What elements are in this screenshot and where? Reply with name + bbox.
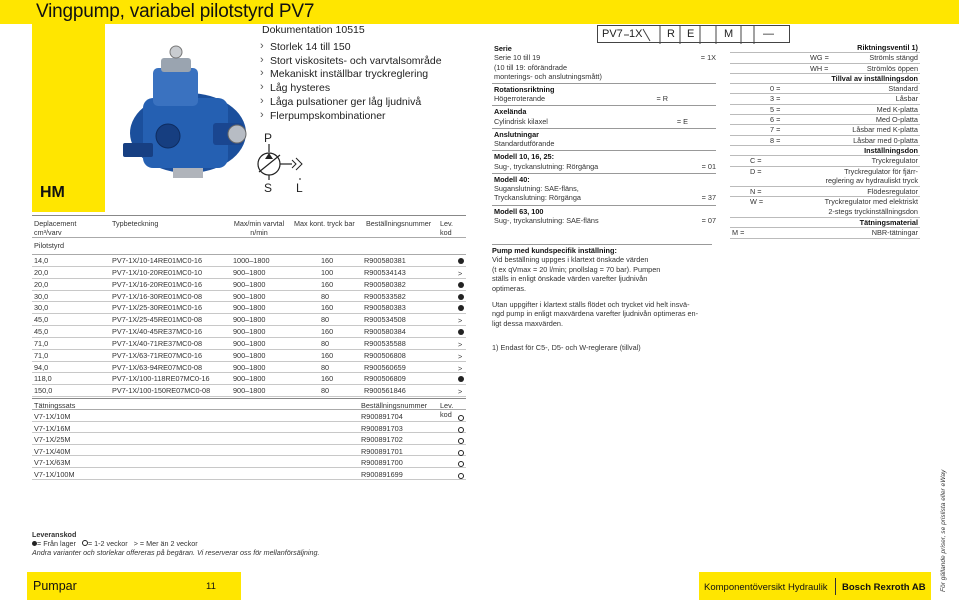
header-pressure: Max kont. tryck bar	[294, 219, 355, 228]
spec-value: = 07	[701, 215, 716, 225]
category-text: HM	[40, 184, 65, 201]
table-row	[32, 279, 466, 291]
note-text: Utan uppgifter i klartext ställs flödet och trycket vid helt insvä-	[492, 300, 690, 309]
spec-text: Serie 10 till 19	[494, 53, 541, 63]
spec-heading: Serie	[494, 44, 512, 53]
spec-value: = E	[676, 116, 688, 126]
header-seal: Tätningssats	[34, 401, 76, 410]
option-key: D =	[750, 166, 762, 176]
cell-type: PV7-1X/25-45RE01MC0-08	[112, 315, 203, 325]
cell-order: R900580382	[364, 279, 406, 289]
cell-speed: 900–1800	[233, 386, 266, 396]
option-row	[730, 136, 920, 146]
cell-speed: 900–1800	[233, 315, 266, 325]
option-key: 6 =	[770, 115, 781, 125]
table-row	[32, 422, 466, 434]
header-delivery: Lev. kod	[440, 401, 454, 419]
option-value: Strömls stängd	[869, 53, 918, 63]
cell-pressure: 160	[321, 327, 334, 337]
pump-custom-note	[492, 244, 712, 293]
spec-heading: Modell 40:	[494, 174, 530, 184]
note-text: (t ex qVmax = 20 l/min; pnollslag = 70 bar). Pumpen	[492, 264, 661, 274]
in-stock-dot-icon	[458, 376, 464, 382]
cell-order: R900506808	[364, 350, 406, 360]
option-value-line: Tryckregulator för fjärr-	[844, 166, 918, 176]
header-delivery: Lev. kod	[440, 219, 454, 237]
option-value: Med K-platta	[876, 104, 918, 114]
delivery-legend	[32, 530, 320, 557]
option-row	[730, 84, 920, 94]
option-row	[730, 167, 920, 188]
cell-speed: 900–1800	[233, 338, 266, 348]
code-shaft: E	[687, 28, 695, 40]
section-label: Pilotstyrd	[32, 237, 466, 255]
cell-type: PV7-1X/10-14RE01MC0-16	[112, 256, 203, 265]
spec-heading: Modell 63, 100	[494, 206, 544, 216]
legend-stock: = Från lager	[37, 539, 76, 548]
spec-value: = 1X	[700, 53, 716, 63]
cell-order: R900891704	[361, 412, 403, 421]
code-pv7: PV7	[602, 28, 623, 40]
cell-pressure: 160	[321, 303, 334, 313]
header-order: Beställningsnummer	[366, 219, 432, 228]
one-two-weeks-ring-icon	[458, 450, 464, 456]
table-row	[32, 302, 466, 314]
code-dividers	[598, 26, 791, 44]
spec-value: = 37	[701, 193, 716, 203]
spec-heading: Anslutningar	[494, 129, 539, 139]
cell-speed: 900–1800	[233, 362, 266, 372]
spec-note: monterings- och anslutningsmått)	[494, 71, 602, 81]
spec-shaft	[492, 105, 716, 128]
note-heading: Pump med kundspecifik inställning:	[492, 246, 617, 255]
spec-serie	[492, 43, 716, 83]
spec-heading: Rotationsriktning	[494, 84, 555, 94]
table-row	[32, 456, 466, 468]
code-rotation: R	[667, 28, 675, 40]
option-key: W =	[750, 197, 764, 207]
option-value-line: Tryckregulator med elektriskt	[824, 197, 918, 207]
footer-divider	[835, 578, 836, 595]
footer-section: Pumpar	[33, 579, 77, 593]
cell-seal: V7-1X/40M	[34, 446, 71, 456]
option-value-line: reglering av hydrauliskt tryck	[825, 175, 918, 185]
spec-row	[494, 193, 716, 202]
option-row	[730, 197, 920, 218]
table-header	[32, 215, 466, 237]
cell-displacement: 30,0	[34, 303, 49, 313]
option-value: Tryckregulator	[871, 156, 918, 166]
option-value: Standard	[888, 84, 918, 94]
cell-type: PV7-1X/40-45RE37MC0-16	[112, 327, 203, 337]
option-heading: Riktningsventil 1)	[730, 43, 920, 53]
cell-type: PV7-1X/25-30RE01MC0-16	[112, 303, 203, 313]
cell-displacement: 14,0	[34, 256, 49, 265]
cell-displacement: 20,0	[34, 267, 49, 277]
feature-list	[258, 41, 442, 123]
feature-item: › Flerpumpskombinationer	[258, 110, 442, 124]
option-key: N =	[750, 187, 762, 197]
one-two-weeks-ring-icon	[458, 415, 464, 421]
option-heading: Tätningsmaterial	[730, 218, 920, 228]
note-text: ligt dessa maxvärden.	[492, 318, 563, 328]
side-note	[940, 422, 950, 592]
page-number: 11	[206, 581, 216, 592]
feature-item: › Stort viskositets- och varvtalsområde	[258, 55, 442, 69]
cell-seal: V7-1X/10M	[34, 412, 71, 421]
option-key: WG =	[810, 53, 829, 63]
page-footer	[0, 572, 959, 600]
header-text: Max/min varvtal	[233, 219, 285, 228]
option-value-line: 2-stegs tryckinställningsdon	[828, 206, 918, 216]
cell-order: R900891702	[361, 435, 403, 445]
cell-pressure: 160	[321, 279, 334, 289]
cell-speed: 900–1800	[233, 291, 266, 301]
cell-speed: 900–1800	[233, 267, 266, 277]
note-text: Vid beställning uppges i klartext önskade värden	[492, 255, 649, 265]
cell-pressure: 80	[321, 338, 330, 348]
one-two-weeks-ring-icon	[458, 427, 464, 433]
in-stock-dot-icon	[458, 282, 464, 288]
table-row	[32, 314, 466, 326]
table-row	[32, 291, 466, 303]
table-row	[32, 350, 466, 362]
in-stock-dot-icon	[458, 329, 464, 335]
option-heading: Tillval av inställningsdon	[730, 74, 920, 84]
cell-type: PV7-1X/100-150RE07MC0-08	[112, 386, 211, 396]
cell-seal: V7-1X/25M	[34, 435, 71, 445]
option-row	[730, 94, 920, 104]
cell-seal: V7-1X/100M	[34, 469, 75, 479]
cell-order: R900561846	[364, 386, 406, 396]
footer-company: Bosch Rexroth AB	[842, 582, 926, 593]
pump-default-note	[492, 300, 712, 328]
cell-displacement: 45,0	[34, 315, 49, 325]
cell-order: R900560659	[364, 362, 406, 372]
symbol-l: L	[296, 181, 303, 195]
documentation-label: Dokumentation 10515	[262, 24, 365, 36]
cell-pressure: 160	[321, 256, 334, 265]
option-key: 0 =	[770, 84, 781, 94]
spec-row	[494, 94, 716, 103]
cell-displacement: 45,0	[34, 327, 49, 337]
spec-text: Standardutförande	[494, 139, 555, 149]
option-row	[730, 105, 920, 115]
spec-text: Tryckanslutning: Rörgänga	[494, 193, 581, 203]
seal-rows	[32, 410, 466, 480]
symbol-s: S	[264, 181, 273, 195]
code-series: 1X	[629, 28, 643, 40]
footer-catalog: Komponentöversikt Hydraulik	[704, 582, 828, 593]
option-row	[730, 115, 920, 125]
cell-displacement: 71,0	[34, 338, 49, 348]
cell-order: R900534143	[364, 267, 406, 277]
option-row	[730, 156, 920, 166]
delivery-code-text: >	[458, 351, 463, 361]
option-key: 7 =	[770, 125, 781, 135]
cell-order: R900535588	[364, 338, 406, 348]
option-key: 5 =	[770, 104, 781, 114]
note-text: optimeras.	[492, 283, 527, 293]
table-row	[32, 445, 466, 457]
header-speed	[228, 219, 290, 237]
header-order: Beställningsnummer	[361, 401, 428, 410]
note-text: ngd pump in enligt maxvärdena varefter ljudnivån optimeras en-	[492, 309, 699, 319]
in-stock-dot-icon	[458, 258, 464, 264]
cell-pressure: 80	[321, 291, 330, 301]
cell-order: R900534508	[364, 315, 406, 325]
option-row	[730, 187, 920, 197]
spec-row	[494, 117, 716, 126]
spec-note: (10 till 19: oförändrade	[494, 62, 568, 72]
legend-title: Leveranskod	[32, 530, 77, 539]
options-column	[730, 43, 920, 239]
option-value: Flödesregulator	[867, 187, 918, 197]
option-value: Låsbar	[895, 94, 918, 104]
delivery-code-text: >	[458, 268, 463, 278]
order-code	[597, 25, 790, 43]
option-row	[730, 53, 920, 63]
option-key: 8 =	[770, 135, 781, 145]
cell-pressure: 80	[321, 362, 330, 372]
legend-items	[32, 539, 320, 548]
spec-rotation	[492, 83, 716, 106]
cell-pressure: 160	[321, 350, 334, 360]
cell-speed: 900–1800	[233, 350, 266, 360]
cell-displacement: 71,0	[34, 350, 49, 360]
delivery-code-text: >	[458, 363, 463, 373]
spec-row	[494, 53, 716, 62]
page-title: Vingpump, variabel pilotstyrd PV7	[36, 1, 315, 22]
cell-displacement: 30,0	[34, 291, 49, 301]
option-heading: Inställningsdon	[730, 146, 920, 156]
cell-speed: 900–1800	[233, 279, 266, 289]
cell-seal: V7-1X/16M	[34, 423, 71, 433]
spec-heading: Axelända	[494, 107, 527, 117]
cell-seal: V7-1X/63M	[34, 458, 71, 468]
legend-weeks: = 1-2 veckor	[87, 539, 128, 548]
cell-order: R900891700	[361, 458, 403, 468]
code-seal: M	[724, 28, 734, 40]
table-row	[32, 410, 466, 422]
spec-text: Sug-, tryckanslutning: Rörgänga	[494, 161, 599, 171]
category-label	[32, 24, 105, 212]
cell-pressure: 80	[321, 315, 330, 325]
option-value: Låsbar med 0-platta	[853, 135, 918, 145]
cell-speed: 900–1800	[233, 327, 266, 337]
spec-value: = 01	[701, 161, 716, 171]
option-key: C =	[750, 156, 762, 166]
option-row	[730, 64, 920, 74]
cell-order: R900580381	[364, 256, 406, 265]
cell-pressure: 80	[321, 386, 330, 396]
cell-order: R900891703	[361, 423, 403, 433]
option-value: Låsbar med K-platta	[852, 125, 918, 135]
cell-order: R900533582	[364, 291, 406, 301]
feature-item: › Mekaniskt inställbar tryckreglering	[258, 68, 442, 82]
delivery-code-text: >	[458, 339, 463, 349]
cell-displacement: 20,0	[34, 279, 49, 289]
table-row	[32, 267, 466, 279]
cell-order: R900506809	[364, 374, 406, 384]
spec-text: Cylindrisk kilaxel	[494, 116, 548, 126]
footer-left	[27, 572, 241, 600]
pump-rows	[32, 255, 466, 397]
cell-type: PV7-1X/40-71RE37MC0-08	[112, 338, 203, 348]
cell-order: R900580383	[364, 303, 406, 313]
option-key: 3 =	[770, 94, 781, 104]
pump-table	[32, 215, 466, 397]
header-unit: cm³/varv	[34, 228, 62, 237]
option-value: Med O-platta	[875, 115, 918, 125]
spec-text: Högerroterande	[494, 94, 546, 104]
one-two-weeks-ring-icon	[458, 438, 464, 444]
cell-displacement: 94,0	[34, 362, 49, 372]
header-text: Deplacement	[34, 219, 77, 228]
legend-note: Andra varianter och storlekar offereras på begäran. Vi reserverar oss för mellanförsäljning.	[32, 548, 320, 557]
spec-column	[492, 43, 716, 227]
spec-text: Suganslutning: SAE-fläns,	[494, 184, 579, 194]
legend-more: > = Mer än 2 veckor	[133, 539, 198, 548]
one-two-weeks-ring-icon	[458, 473, 464, 479]
option-key: M =	[732, 228, 745, 238]
feature-item: › Storlek 14 till 150	[258, 41, 442, 55]
table-row	[32, 385, 466, 397]
cell-type: PV7-1X/16-30RE01MC0-08	[112, 291, 203, 301]
table-row	[32, 468, 466, 480]
page-header	[0, 0, 959, 24]
option-value	[826, 167, 918, 186]
option-value: NBR-tätningar	[871, 228, 918, 238]
cell-pressure: 160	[321, 374, 334, 384]
in-stock-dot-icon	[458, 294, 464, 300]
cell-displacement: 150,0	[34, 386, 53, 396]
spec-text: Sug-, tryckanslutning: SAE-fläns	[494, 215, 599, 225]
header-unit: n/min	[250, 228, 268, 237]
code-dash: —	[763, 28, 774, 40]
cell-order: R900891701	[361, 446, 403, 456]
seal-table	[32, 398, 466, 480]
feature-item: › Låg hysteres	[258, 82, 442, 96]
option-value	[825, 197, 918, 216]
pump-image	[113, 28, 255, 212]
spec-row	[494, 162, 716, 171]
symbol-p: P	[264, 131, 273, 145]
note-text: ställs in enligt önskade värden varefter ljudnivån	[492, 274, 648, 284]
footer-right	[699, 572, 931, 600]
hydraulic-symbol-icon	[256, 130, 316, 196]
cell-type: PV7-1X/100-118RE07MC0-16	[112, 374, 210, 384]
spec-model-3	[492, 205, 716, 228]
table-row	[32, 338, 466, 350]
header-displacement	[34, 219, 76, 237]
table-row	[32, 362, 466, 374]
option-value: Strömlös öppen	[866, 63, 918, 73]
cell-speed: 900–1800	[233, 374, 266, 384]
option-row	[730, 228, 920, 238]
table-row	[32, 433, 466, 445]
table-row	[32, 373, 466, 385]
one-two-weeks-ring-icon	[458, 461, 464, 467]
spec-connections	[492, 128, 716, 150]
delivery-code-text: >	[458, 316, 463, 326]
spec-value: = R	[656, 94, 668, 104]
option-key: WH =	[810, 63, 829, 73]
spec-model-1	[492, 150, 716, 173]
header-type: Typbeteckning	[112, 219, 159, 228]
cell-displacement: 118,0	[34, 374, 52, 384]
side-note-text: För gällande priser, se prislista eller eWay	[940, 469, 947, 592]
spec-model-2	[492, 173, 716, 205]
cell-pressure: 100	[321, 267, 334, 277]
cell-type: PV7-1X/63-71RE07MC0-16	[112, 350, 203, 360]
cell-order: R900891699	[361, 469, 403, 479]
cell-speed: 900–1800	[233, 303, 266, 313]
cell-type: PV7-1X/16-20RE01MC0-16	[112, 279, 203, 289]
cell-order: R900580384	[364, 327, 406, 337]
table-row	[32, 255, 466, 267]
spec-row	[494, 216, 716, 225]
in-stock-dot-icon	[458, 305, 464, 311]
footnote: 1) Endast för C5-, D5- och W-reglerare (tillval)	[492, 343, 641, 352]
table-row	[32, 326, 466, 338]
option-row	[730, 125, 920, 135]
feature-item: › Låga pulsationer ger låg ljudnivå	[258, 96, 442, 110]
cell-type: PV7-1X/10-20RE01MC0-10	[112, 267, 203, 277]
cell-type: PV7-1X/63-94RE07MC0-08	[112, 362, 203, 372]
delivery-code-text: >	[458, 387, 463, 397]
cell-speed: 1000–1800	[233, 256, 270, 265]
spec-heading: Modell 10, 16, 25:	[494, 152, 555, 162]
